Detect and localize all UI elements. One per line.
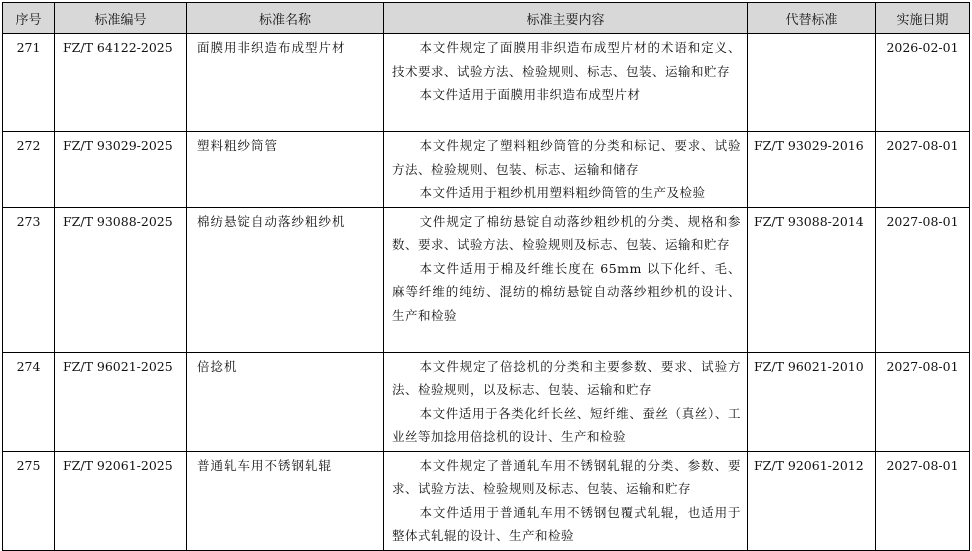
content-scope: 本文件规定了塑料粗纱筒管的分类和标记、要求、试验方法、检验规则、包装、标志、运输和储存 [392,138,741,177]
header-replaces: 代替标准 [748,3,876,34]
row-date: 2027-08-01 [876,451,970,550]
row-name: 塑料粗纱筒管 [187,132,384,208]
content-applicability: 本文件适用于棉及纤维长度在 65mm 以下化纤、毛、麻等纤维的纯纺、混纺的棉纺悬锭自动落纱粗纱机的设计、生产和检验 [392,260,741,323]
row-name: 倍捻机 [187,352,384,451]
row-replaces: FZ/T 93029-2016 [748,132,876,208]
row-name: 普通轧车用不锈钢轧辊 [187,451,384,550]
row-date: 2026-02-01 [876,34,970,132]
content-scope: 文件规定了棉纺悬锭自动落纱粗纱机的分类、规格和参数、要求、试验方法、检验规则及标志、包装、运输和贮存 [392,213,741,252]
row-replaces: FZ/T 96021-2010 [748,352,876,451]
content-applicability: 本文件适用于各类化纤长丝、短纤维、蚕丝（真丝）、工业丝等加捻用倍捻机的设计、生产和检验 [392,405,741,444]
row-content [384,352,748,451]
row-content [384,207,748,352]
content-applicability: 本文件适用于普通轧车用不锈钢包覆式轧辊，也适用于整体式轧辊的设计、生产和检验 [392,504,741,543]
row-code: FZ/T 93088-2025 [55,207,187,352]
row-replaces: FZ/T 93088-2014 [748,207,876,352]
standards-table-container [2,2,969,551]
row-name: 棉纺悬锭自动落纱粗纱机 [187,207,384,352]
table-row [3,451,970,550]
row-no: 272 [3,132,55,208]
row-code: FZ/T 96021-2025 [55,352,187,451]
content-applicability: 本文件适用于粗纱机用塑料粗纱筒管的生产及检验 [419,185,706,200]
table-row [3,207,970,352]
row-code: FZ/T 64122-2025 [55,34,187,132]
row-no: 275 [3,451,55,550]
standards-table [2,2,970,551]
row-replaces [748,34,876,132]
row-code: FZ/T 93029-2025 [55,132,187,208]
table-row [3,34,970,132]
row-no: 274 [3,352,55,451]
row-replaces: FZ/T 92061-2012 [748,451,876,550]
row-no: 273 [3,207,55,352]
content-scope: 本文件规定了倍捻机的分类和主要参数、要求、试验方法、检验规则，以及标志、包装、运输和贮存 [392,358,741,397]
row-date: 2027-08-01 [876,352,970,451]
header-name: 标准名称 [187,3,384,34]
row-date: 2027-08-01 [876,132,970,208]
header-no: 序号 [3,3,55,34]
row-no: 271 [3,34,55,132]
header-code: 标准编号 [55,3,187,34]
table-row [3,132,970,208]
row-content [384,132,748,208]
row-date: 2027-08-01 [876,207,970,352]
content-applicability: 本文件适用于面膜用非织造布成型片材 [419,87,641,102]
row-code: FZ/T 92061-2025 [55,451,187,550]
header-content: 标准主要内容 [384,3,748,34]
header-date: 实施日期 [876,3,970,34]
row-name: 面膜用非织造布成型片材 [187,34,384,132]
table-row [3,352,970,451]
row-content [384,451,748,550]
content-scope: 本文件规定了面膜用非织造布成型片材的术语和定义、技术要求、试验方法、检验规则、标志、包装、运输和贮存 [392,40,741,79]
row-content [384,34,748,132]
content-scope: 本文件规定了普通轧车用不锈钢轧辊的分类、参数、要求、试验方法、检验规则及标志、包装、运输和贮存 [392,457,741,496]
table-header-row [3,3,970,34]
